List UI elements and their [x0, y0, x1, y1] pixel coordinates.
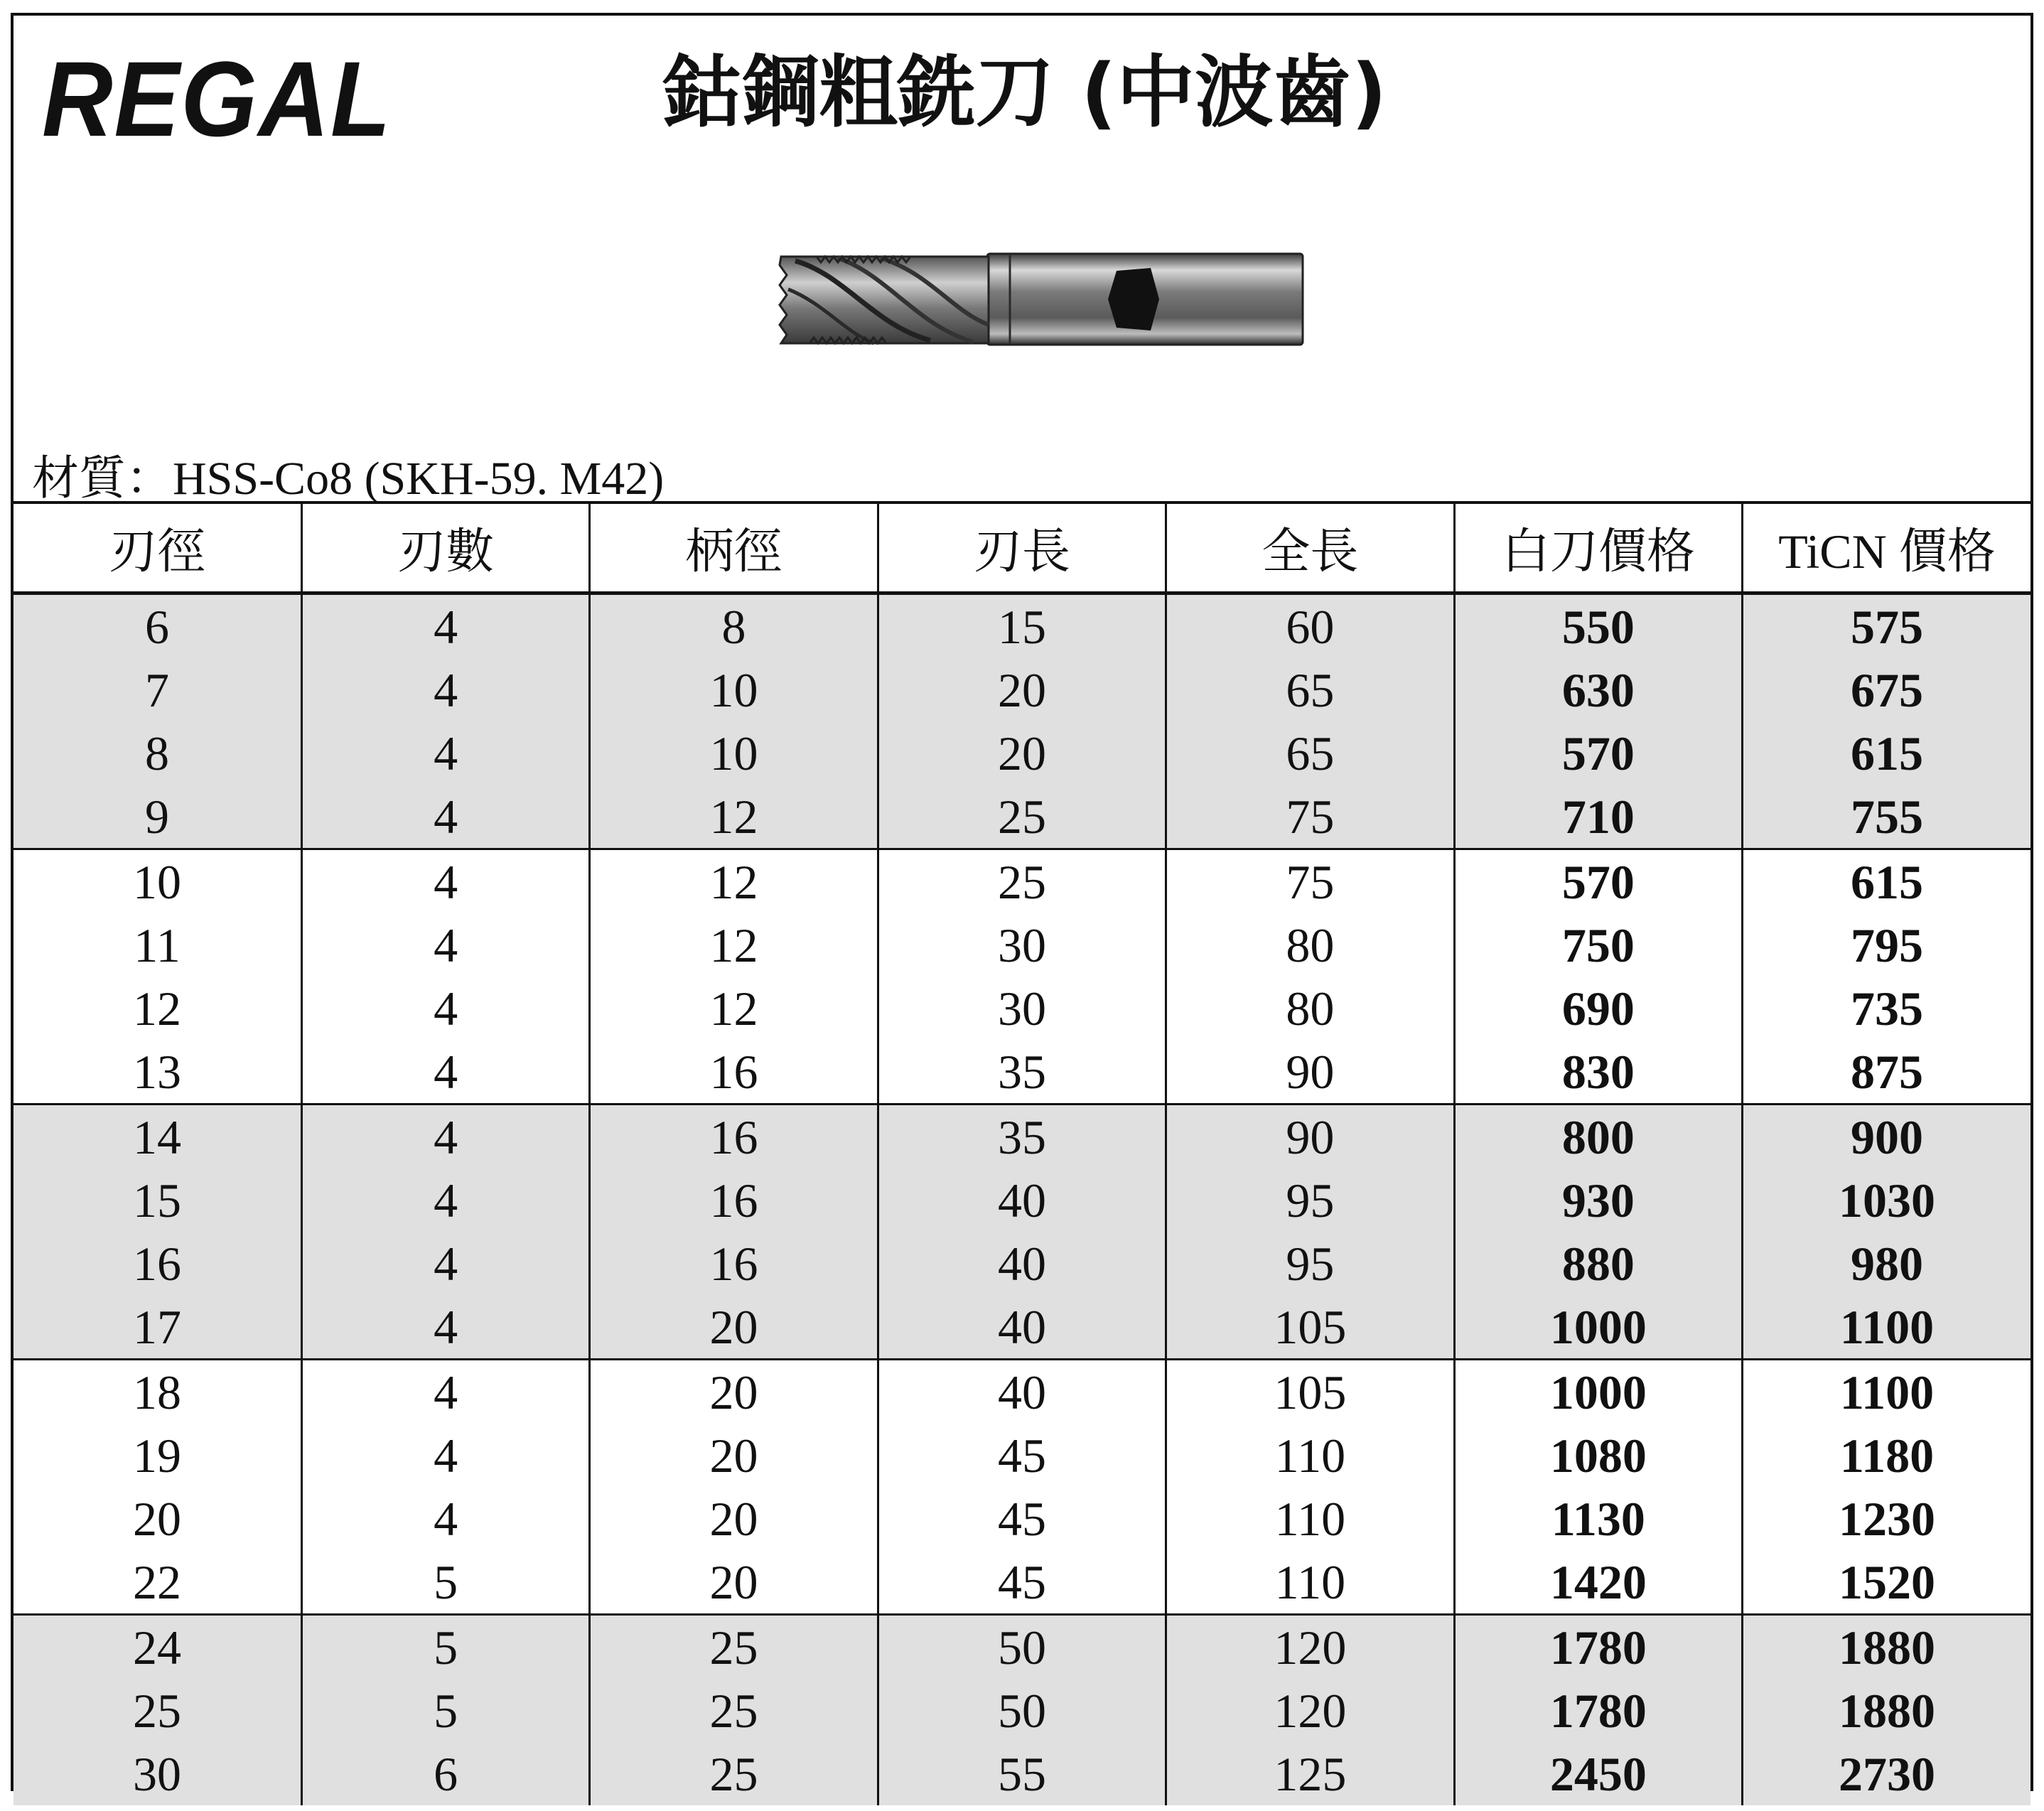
table-row	[14, 1615, 2030, 1680]
table-row	[14, 849, 2030, 914]
cell-overall-length: 110	[1166, 1424, 1454, 1487]
page-title: 鈷鋼粗銑刀 (中波齒)	[662, 47, 1387, 138]
cell-shank-diameter: 8	[590, 593, 878, 659]
cell-flute-count: 4	[301, 849, 589, 914]
cell-uncoated-price: 2450	[1454, 1742, 1742, 1805]
table-row	[14, 785, 2030, 849]
cell-ticn-price: 1230	[1743, 1487, 2030, 1550]
cell-uncoated-price: 570	[1454, 849, 1742, 914]
table-row	[14, 1360, 2030, 1424]
cell-ticn-price: 900	[1743, 1105, 2030, 1169]
cell-overall-length: 95	[1166, 1232, 1454, 1295]
cell-flute-length: 50	[878, 1679, 1166, 1742]
cell-ticn-price: 2730	[1743, 1742, 2030, 1805]
cell-cutting-diameter: 17	[14, 1295, 301, 1360]
table-row	[14, 1487, 2030, 1550]
cell-overall-length: 95	[1166, 1168, 1454, 1232]
cell-ticn-price: 615	[1743, 849, 2030, 914]
cell-uncoated-price: 570	[1454, 721, 1742, 785]
cell-cutting-diameter: 20	[132, 1491, 181, 1546]
cell-overall-length: 80	[1166, 913, 1454, 977]
cell-overall-length: 120	[1166, 1679, 1454, 1742]
cell-flute-count: 5	[301, 1679, 589, 1742]
cell-cutting-diameter: 8	[14, 721, 301, 785]
cell-flute-length: 20	[878, 658, 1166, 721]
cell-ticn-price: 795	[1743, 913, 2030, 977]
cell-uncoated-price: 930	[1454, 1168, 1742, 1232]
cell-ticn-price: 1880	[1743, 1615, 2030, 1680]
cell-flute-length: 50	[878, 1615, 1166, 1680]
cell-uncoated-price: 710	[1454, 785, 1742, 849]
cell-cutting-diameter: 11	[134, 918, 181, 972]
cell-flute-count: 4	[301, 785, 589, 849]
cell-cutting-diameter: 16	[14, 1232, 301, 1295]
table-row	[14, 1105, 2030, 1169]
cell-shank-diameter: 20	[590, 1487, 878, 1550]
cell-shank-diameter: 20	[590, 1424, 878, 1487]
table-row	[14, 658, 2030, 721]
cell-ticn-price: 980	[1743, 1232, 2030, 1295]
cell-cutting-diameter: 14	[14, 1105, 301, 1169]
cell-uncoated-price: 1780	[1454, 1615, 1742, 1680]
cell-flute-length: 35	[878, 1105, 1166, 1169]
cell-flute-count: 4	[301, 1424, 589, 1487]
cell-flute-count: 5	[301, 1550, 589, 1615]
cell-shank-diameter: 12	[590, 785, 878, 849]
cell-flute-length: 30	[878, 913, 1166, 977]
catalog-page	[11, 13, 2033, 1801]
cell-shank-diameter: 25	[590, 1615, 878, 1680]
cell-ticn-price: 1100	[1743, 1295, 2030, 1360]
header-flute-length: 刃長	[878, 503, 1166, 593]
cell-overall-length: 75	[1166, 849, 1454, 914]
cell-overall-length: 90	[1166, 1040, 1454, 1105]
cell-cutting-diameter: 6	[14, 593, 301, 659]
table-row	[14, 1550, 2030, 1615]
cell-flute-count: 4	[301, 1360, 589, 1424]
cell-cutting-diameter: 7	[14, 658, 301, 721]
cell-flute-count: 4	[301, 1487, 589, 1550]
cell-flute-count: 4	[301, 977, 589, 1040]
end-mill-image	[767, 247, 1307, 353]
cell-flute-length: 40	[878, 1360, 1166, 1424]
table-row	[14, 1424, 2030, 1487]
cell-uncoated-price: 550	[1454, 593, 1742, 659]
cell-cutting-diameter: 13	[132, 1044, 181, 1099]
table-row	[14, 1040, 2030, 1105]
cell-flute-length: 25	[878, 785, 1166, 849]
cell-ticn-price: 575	[1743, 593, 2030, 659]
cell-shank-diameter: 16	[590, 1040, 878, 1105]
cell-overall-length: 120	[1166, 1615, 1454, 1680]
cell-flute-length: 40	[878, 1295, 1166, 1360]
table-row	[14, 593, 2030, 659]
cell-ticn-price: 755	[1743, 785, 2030, 849]
cell-flute-length: 45	[878, 1487, 1166, 1550]
header-flute-count: 刃數	[301, 503, 589, 593]
cell-flute-count: 4	[301, 1040, 589, 1105]
cell-flute-length: 20	[878, 721, 1166, 785]
table-row	[14, 721, 2030, 785]
cell-cutting-diameter: 30	[14, 1742, 301, 1805]
cell-overall-length: 60	[1166, 593, 1454, 659]
table-row	[14, 1295, 2030, 1360]
cell-cutting-diameter: 15	[14, 1168, 301, 1232]
cell-overall-length: 110	[1166, 1487, 1454, 1550]
cell-flute-count: 5	[301, 1615, 589, 1680]
cell-overall-length: 65	[1166, 658, 1454, 721]
cell-flute-length: 35	[878, 1040, 1166, 1105]
cell-ticn-price: 1880	[1743, 1679, 2030, 1742]
cell-uncoated-price: 1000	[1454, 1295, 1742, 1360]
cell-flute-length: 45	[878, 1424, 1166, 1487]
cell-flute-count: 4	[301, 593, 589, 659]
table-row	[14, 1679, 2030, 1742]
brand-logo: REGAL	[42, 39, 392, 158]
cell-cutting-diameter: 19	[132, 1428, 181, 1483]
cell-ticn-price: 875	[1743, 1040, 2030, 1105]
cell-flute-count: 4	[301, 1168, 589, 1232]
cell-overall-length: 110	[1166, 1550, 1454, 1615]
table-row	[14, 977, 2030, 1040]
cell-shank-diameter: 25	[590, 1742, 878, 1805]
cell-flute-length: 40	[878, 1168, 1166, 1232]
cell-uncoated-price: 1080	[1454, 1424, 1742, 1487]
cell-flute-length: 30	[878, 977, 1166, 1040]
cell-overall-length: 65	[1166, 721, 1454, 785]
cell-ticn-price: 615	[1743, 721, 2030, 785]
cell-ticn-price: 1520	[1743, 1550, 2030, 1615]
cell-cutting-diameter: 22	[132, 1554, 181, 1609]
spec-price-table	[14, 501, 2030, 1805]
table-row	[14, 1742, 2030, 1805]
cell-ticn-price: 675	[1743, 658, 2030, 721]
cell-shank-diameter: 20	[590, 1360, 878, 1424]
cell-uncoated-price: 1000	[1454, 1360, 1742, 1424]
cell-uncoated-price: 690	[1454, 977, 1742, 1040]
cell-uncoated-price: 830	[1454, 1040, 1742, 1105]
cell-cutting-diameter: 10	[14, 849, 301, 914]
table-row	[14, 1168, 2030, 1232]
cell-overall-length: 90	[1166, 1105, 1454, 1169]
cell-uncoated-price: 800	[1454, 1105, 1742, 1169]
cell-uncoated-price: 1780	[1454, 1679, 1742, 1742]
cell-cutting-diameter: 25	[14, 1679, 301, 1742]
cell-overall-length: 105	[1166, 1360, 1454, 1424]
cell-uncoated-price: 1130	[1454, 1487, 1742, 1550]
cell-flute-count: 4	[301, 913, 589, 977]
header-cutting-diameter: 刃徑	[14, 503, 301, 593]
cell-ticn-price: 1030	[1743, 1168, 2030, 1232]
cell-ticn-price: 735	[1743, 977, 2030, 1040]
cell-flute-length: 15	[878, 593, 1166, 659]
header-overall-length: 全長	[1166, 503, 1454, 593]
cell-flute-count: 4	[301, 658, 589, 721]
header-ticn-price: TiCN 價格	[1743, 503, 2030, 593]
table-row	[14, 913, 2030, 977]
cell-shank-diameter: 16	[590, 1232, 878, 1295]
cell-flute-count: 6	[301, 1742, 589, 1805]
cell-cutting-diameter: 9	[14, 785, 301, 849]
cell-flute-count: 4	[301, 721, 589, 785]
cell-uncoated-price: 880	[1454, 1232, 1742, 1295]
cell-flute-length: 55	[878, 1742, 1166, 1805]
cell-shank-diameter: 10	[590, 721, 878, 785]
cell-uncoated-price: 1420	[1454, 1550, 1742, 1615]
cell-flute-count: 4	[301, 1295, 589, 1360]
cell-cutting-diameter: 18	[14, 1360, 301, 1424]
cell-overall-length: 75	[1166, 785, 1454, 849]
cell-shank-diameter: 16	[590, 1105, 878, 1169]
table-header-row	[14, 503, 2030, 593]
cell-shank-diameter: 12	[590, 977, 878, 1040]
cell-shank-diameter: 12	[590, 913, 878, 977]
cell-cutting-diameter: 24	[14, 1615, 301, 1680]
cell-shank-diameter: 10	[590, 658, 878, 721]
cell-uncoated-price: 750	[1454, 913, 1742, 977]
cell-ticn-price: 1180	[1743, 1424, 2030, 1487]
cell-overall-length: 125	[1166, 1742, 1454, 1805]
cell-flute-length: 45	[878, 1550, 1166, 1615]
header-shank-diameter: 柄徑	[590, 503, 878, 593]
cell-overall-length: 105	[1166, 1295, 1454, 1360]
cell-shank-diameter: 25	[590, 1679, 878, 1742]
cell-shank-diameter: 16	[590, 1168, 878, 1232]
cell-ticn-price: 1100	[1743, 1360, 2030, 1424]
cell-shank-diameter: 20	[590, 1295, 878, 1360]
cell-flute-count: 4	[301, 1105, 589, 1169]
cell-overall-length: 80	[1166, 977, 1454, 1040]
cell-uncoated-price: 630	[1454, 658, 1742, 721]
cell-shank-diameter: 20	[590, 1550, 878, 1615]
header-uncoated-price: 白刀價格	[1454, 503, 1742, 593]
tool-flat	[1108, 268, 1159, 331]
cell-cutting-diameter: 12	[132, 981, 181, 1036]
material-spec: 材質：HSS-Co8 (SKH-59. M42)	[32, 453, 665, 505]
cell-flute-length: 40	[878, 1232, 1166, 1295]
cell-flute-length: 25	[878, 849, 1166, 914]
cell-shank-diameter: 12	[590, 849, 878, 914]
table-row	[14, 1232, 2030, 1295]
cell-flute-count: 4	[301, 1232, 589, 1295]
